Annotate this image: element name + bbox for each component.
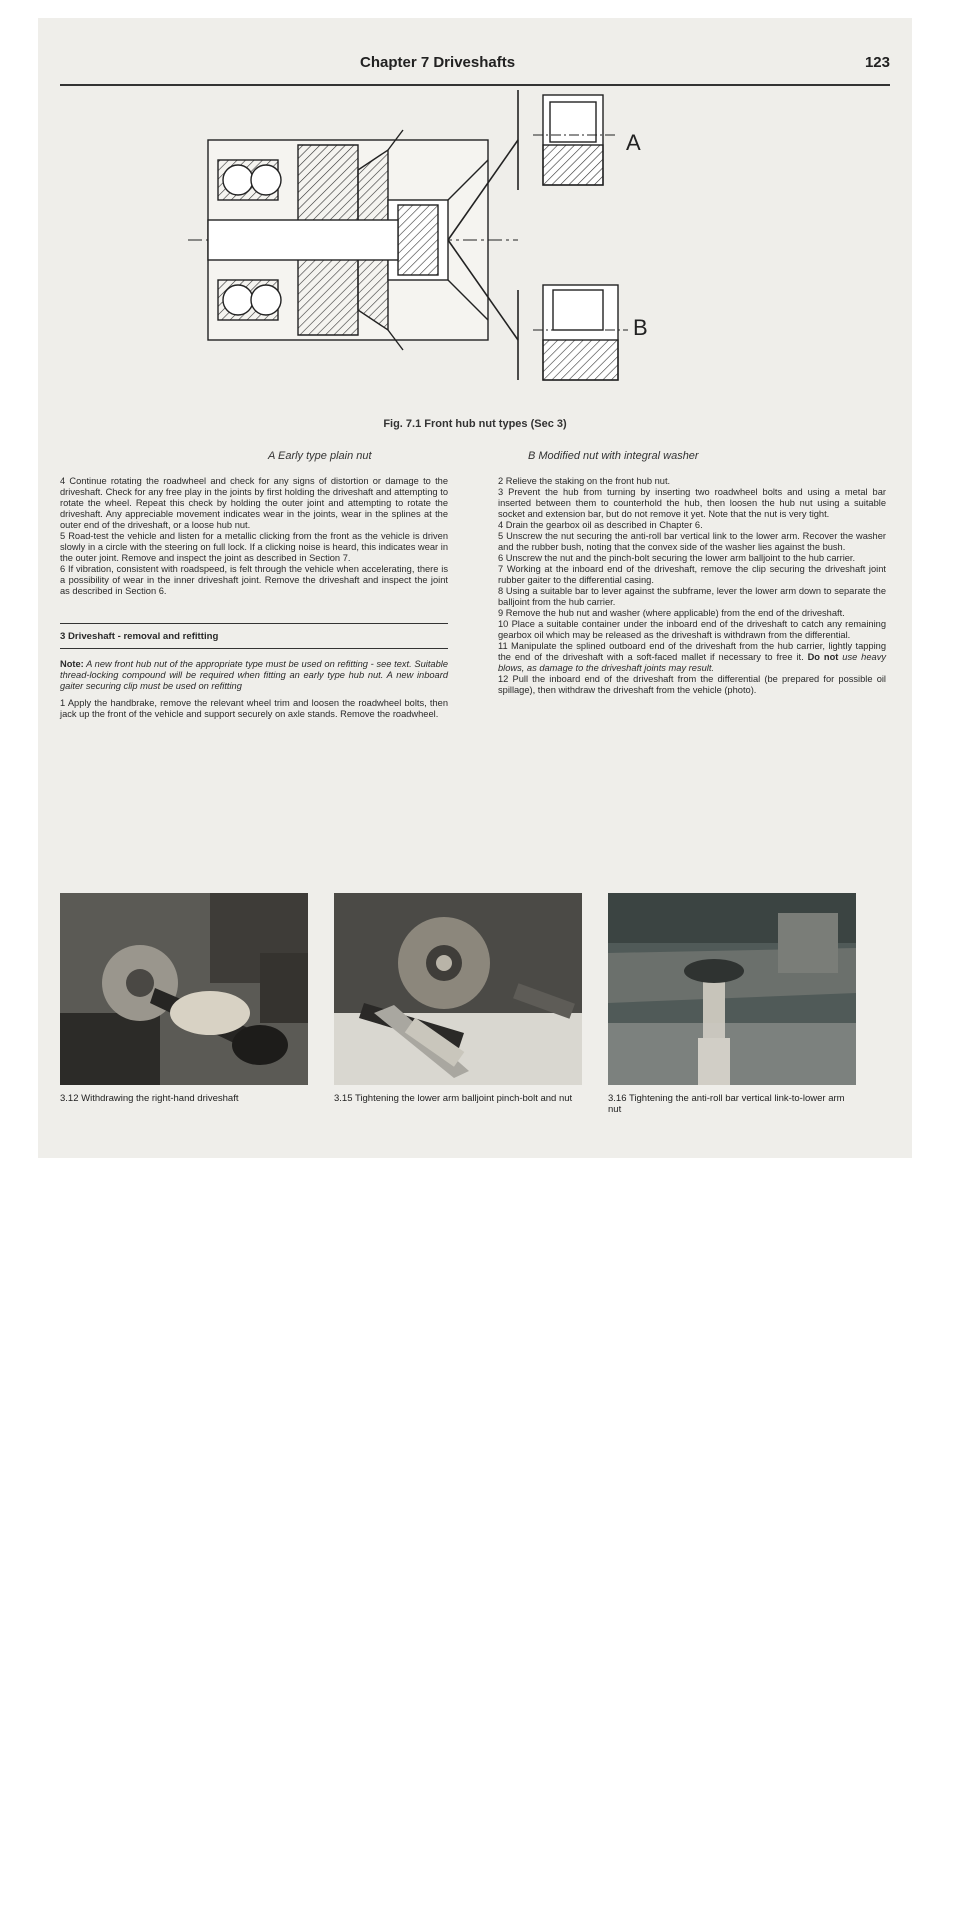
photo-caption: 3.16 Tightening the anti-roll bar vertical link-to-lower arm nut — [608, 1093, 845, 1115]
para-11-start: 11 Manipulate the splined outboard end of the driveshaft from the hub carrier, lightly tapping the end of the driveshaft with a soft-faced mallet if necessary to free it. — [498, 641, 886, 662]
para-11-bold: Do not — [807, 652, 839, 662]
paragraph: 10 Place a suitable container under the inboard end of the driveshaft to catch any remaining gearbox oil which may be released as the driveshaft is withdrawn from the differential. — [498, 619, 886, 640]
legend-a: A Early type plain nut — [268, 450, 372, 462]
manual-page — [38, 18, 912, 1158]
para-11-italic: use heavy blows, as damage to the driveshaft joints may result. — [498, 652, 886, 673]
note-label: Note: — [60, 659, 84, 669]
legend-b: B Modified nut with integral washer — [528, 450, 699, 462]
photo-caption: 3.12 Withdrawing the right-hand driveshaft — [60, 1093, 239, 1104]
paragraph: 7 Working at the inboard end of the driveshaft, remove the clip securing the driveshaft joint rubber gaiter to the differential casing. — [498, 564, 886, 585]
note-text: A new front hub nut of the appropriate type must be used on refitting - see text. Suitable thread-locking compound will be required when fitting an early type hub nut. A new inboard gaiter securing clip must be used on refitting — [60, 659, 448, 691]
section-heading: 3 Driveshaft - removal and refitting — [60, 623, 448, 649]
paragraph: 8 Using a suitable bar to lever against the subframe, lever the lower arm down to separate the balljoint from the hub carrier. — [498, 586, 886, 607]
paragraph: 4 Drain the gearbox oil as described in Chapter 6. — [498, 520, 703, 530]
paragraph: 6 If vibration, consistent with roadspeed, is felt through the vehicle when accelerating, there is a possibility of wear in the inner driveshaft joint. Remove the driveshaft and inspect the joint as described in Section 6. — [60, 564, 448, 596]
paragraph: 9 Remove the hub nut and washer (where applicable) from the end of the driveshaft. — [498, 608, 845, 618]
paragraph: 5 Road-test the vehicle and listen for a metallic clicking from the front as the vehicle is driven slowly in a circle with the steering on full lock. If a clicking noise is heard, this indicates wear in the outer joint. Remove and inspect the joint as described in Section 7. — [60, 531, 448, 563]
page-number: 123 — [864, 54, 890, 71]
figure-caption: Fig. 7.1 Front hub nut types (Sec 3) — [383, 418, 567, 430]
paragraph: 5 Unscrew the nut securing the anti-roll bar vertical link to the lower arm. Recover the washer and the rubber bush, noting that the convex side of the washer lies against the bush. — [498, 531, 886, 552]
photo-balljoint-pinch-bolt — [334, 893, 582, 1085]
label-b: B — [633, 315, 648, 340]
paragraph: 12 Pull the inboard end of the driveshaft from the differential (be prepared for possible oil spillage), then withdraw the driveshaft from the vehicle (photo). — [498, 674, 886, 695]
photo-withdrawing-driveshaft — [60, 893, 308, 1085]
paragraph: 3 Prevent the hub from turning by inserting two roadwheel bolts and using a metal bar inserted between them to counterhold the hub, then loosen the hub nut using a suitable socket and extension bar, but do not remove it yet. Note that the nut is very tight. — [498, 487, 886, 519]
label-a: A — [626, 130, 641, 155]
paragraph: 6 Unscrew the nut and the pinch-bolt securing the lower arm balljoint to the hub carrier. — [498, 553, 856, 563]
photo-caption: 3.15 Tightening the lower arm balljoint pinch-bolt and nut — [334, 1093, 573, 1104]
right-column — [498, 476, 886, 696]
paragraph: 1 Apply the handbrake, remove the relevant wheel trim and loosen the roadwheel bolts, then jack up the front of the vehicle and support securely on axle stands. Remove the roadwheel. — [60, 698, 448, 719]
chapter-title: Chapter 7 Driveshafts — [360, 54, 516, 71]
page-header — [60, 40, 890, 86]
hub-nut-diagram — [188, 90, 748, 410]
photo-strip — [60, 893, 900, 1113]
note-paragraph — [60, 659, 448, 692]
hub-cross-section — [188, 130, 518, 350]
nut-b-drawing — [533, 285, 628, 380]
paragraph: 4 Continue rotating the roadwheel and check for any signs of distortion or damage to the driveshaft. Check for any free play in the joints by first holding the driveshaft and attempting to rotate the wheel. Repeat this check by holding the outer joint and attempting to rotate the driveshaft. Any appreciable movement indicates wear in the joints, wear in the splines at the outer end of the driveshaft, or a loose hub nut. — [60, 476, 448, 530]
nut-a-drawing — [533, 95, 618, 185]
paragraph: 2 Relieve the staking on the front hub nut. — [498, 476, 671, 486]
left-column — [60, 476, 448, 720]
photo-anti-roll-bar-link — [608, 893, 856, 1085]
paragraph — [498, 641, 886, 674]
